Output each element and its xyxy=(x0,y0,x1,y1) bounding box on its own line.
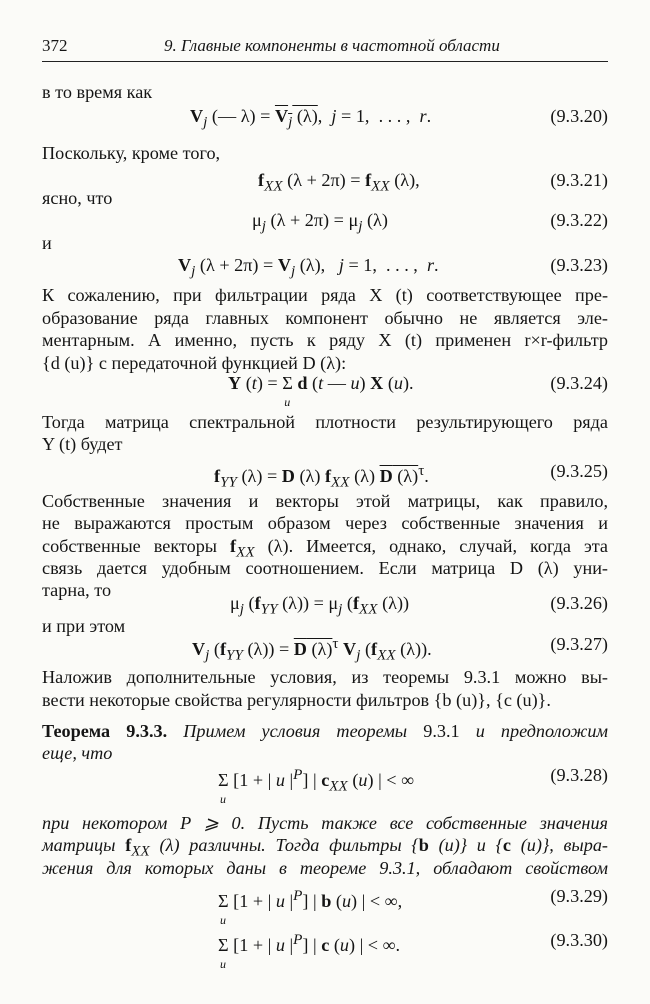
theorem-line: жения для которых даны в теореме 9.3.1, обладают свойством xyxy=(42,858,608,878)
equation-9-3-23: $V_j$ $(\lambda + 2\pi) = V_j$ (λ), j = 1, . . . , r. xyxy=(178,255,439,280)
text-line: Тогда матрица спектральной плотности результирующего ряда xyxy=(42,412,608,432)
equation-number: (9.3.29) xyxy=(550,886,608,906)
text-line: Y (t) будет xyxy=(42,434,123,454)
theorem-line: еще, что xyxy=(42,743,113,763)
text-line: ментарным. А именно, пусть к ряду X (t) применен r×r-фильтр xyxy=(42,330,608,350)
equation-9-3-22: $\mu_j$ $(\lambda + 2\pi) = \mu_j$ (λ) xyxy=(252,210,388,235)
equation-9-3-29: Σ u [1 + | u $|^P$] | b (u) | < ∞, xyxy=(218,887,403,928)
equation-9-3-26: $\mu_j$ ($f_{YY}$ $(\lambda)) = \mu_j$ ($f_{XX}$ (λ)) xyxy=(230,593,410,618)
equation-number: (9.3.20) xyxy=(550,106,608,126)
equation-9-3-24: Y (t) = Σ u d (t — u) X (u). xyxy=(228,373,414,409)
text-line: Поскольку, кроме того, xyxy=(42,143,221,163)
equation-9-3-20: $V_j$ (— $\lambda) = V_j$ (λ), j = 1, . . . , r. xyxy=(190,106,432,131)
equation-number: (9.3.26) xyxy=(550,593,608,613)
theorem-line: матрицы $f_{XX}$ (λ) различны. Тогда фильтры {b (u)} и {c (u)}, выра- xyxy=(42,835,608,860)
text-line: не выражаются простым образом через собственные значения и xyxy=(42,513,608,533)
text-line: образование ряда главных компонент обычно не является эле- xyxy=(42,308,608,328)
text-line: тарна, то xyxy=(42,580,112,600)
equation-number: (9.3.28) xyxy=(550,765,608,785)
equation-9-3-27: $V_j$ ($f_{YY}$ (λ)) = D $(\lambda)^\tau$ $V_j$ ($f_{XX}$ (λ)). xyxy=(192,635,432,664)
page-number: 372 xyxy=(42,36,68,55)
equation-9-3-30: Σ u [1 + | u $|^P$] | c (u) | < ∞. xyxy=(218,931,401,972)
text-line: связь дается удобным соотношением. Если матрица D (λ) уни- xyxy=(42,558,608,578)
text-line: вести некоторые свойства регулярности фильтров {b (u)}, {c (u)}. xyxy=(42,690,551,710)
text-line: К сожалению, при фильтрации ряда X (t) соответствующее пре- xyxy=(42,285,608,305)
running-header xyxy=(42,36,608,60)
equation-number: (9.3.21) xyxy=(550,170,608,190)
theorem-line: при некотором P ⩾ 0. Пусть также все собственные значения xyxy=(42,813,608,833)
equation-number: (9.3.24) xyxy=(550,373,608,393)
text-line: и xyxy=(42,233,52,253)
equation-9-3-21: $f_{XX}$ $(\lambda + 2\pi) = f_{XX}$ (λ), xyxy=(258,170,420,195)
equation-9-3-28: Σ u [1 + | u $|^P$] | $c_{XX}$ (u) | < ∞ xyxy=(218,766,415,807)
theorem-line: Теорема 9.3.3. Примем условия теоремы 9.3.1 и предположим xyxy=(42,721,609,741)
text-line: {d (u)} с передаточной функцией D (λ): xyxy=(42,353,347,373)
text-line: ясно, что xyxy=(42,188,113,208)
text-line: собственные векторы $f_{XX}$ (λ). Имеется, однако, случай, когда эта xyxy=(42,536,608,561)
text-line: Собственные значения и векторы этой матрицы, как правило, xyxy=(42,491,608,511)
equation-number: (9.3.25) xyxy=(550,461,608,481)
text-line: и при этом xyxy=(42,616,126,636)
text-line: в то время как xyxy=(42,82,153,102)
text-line: Наложив дополнительные условия, из теоремы 9.3.1 можно вы- xyxy=(42,667,608,687)
equation-number: (9.3.27) xyxy=(550,634,608,654)
equation-number: (9.3.30) xyxy=(550,930,608,950)
running-title: 9. Главные компоненты в частотной области xyxy=(164,36,500,55)
equation-9-3-25: $f_{YY}$ (λ) = D (λ) $f_{XX}$ (λ) D $(\lambda)^\tau$. xyxy=(214,462,429,491)
equation-number: (9.3.23) xyxy=(550,255,608,275)
header-rule xyxy=(42,61,608,62)
equation-number: (9.3.22) xyxy=(550,210,608,230)
